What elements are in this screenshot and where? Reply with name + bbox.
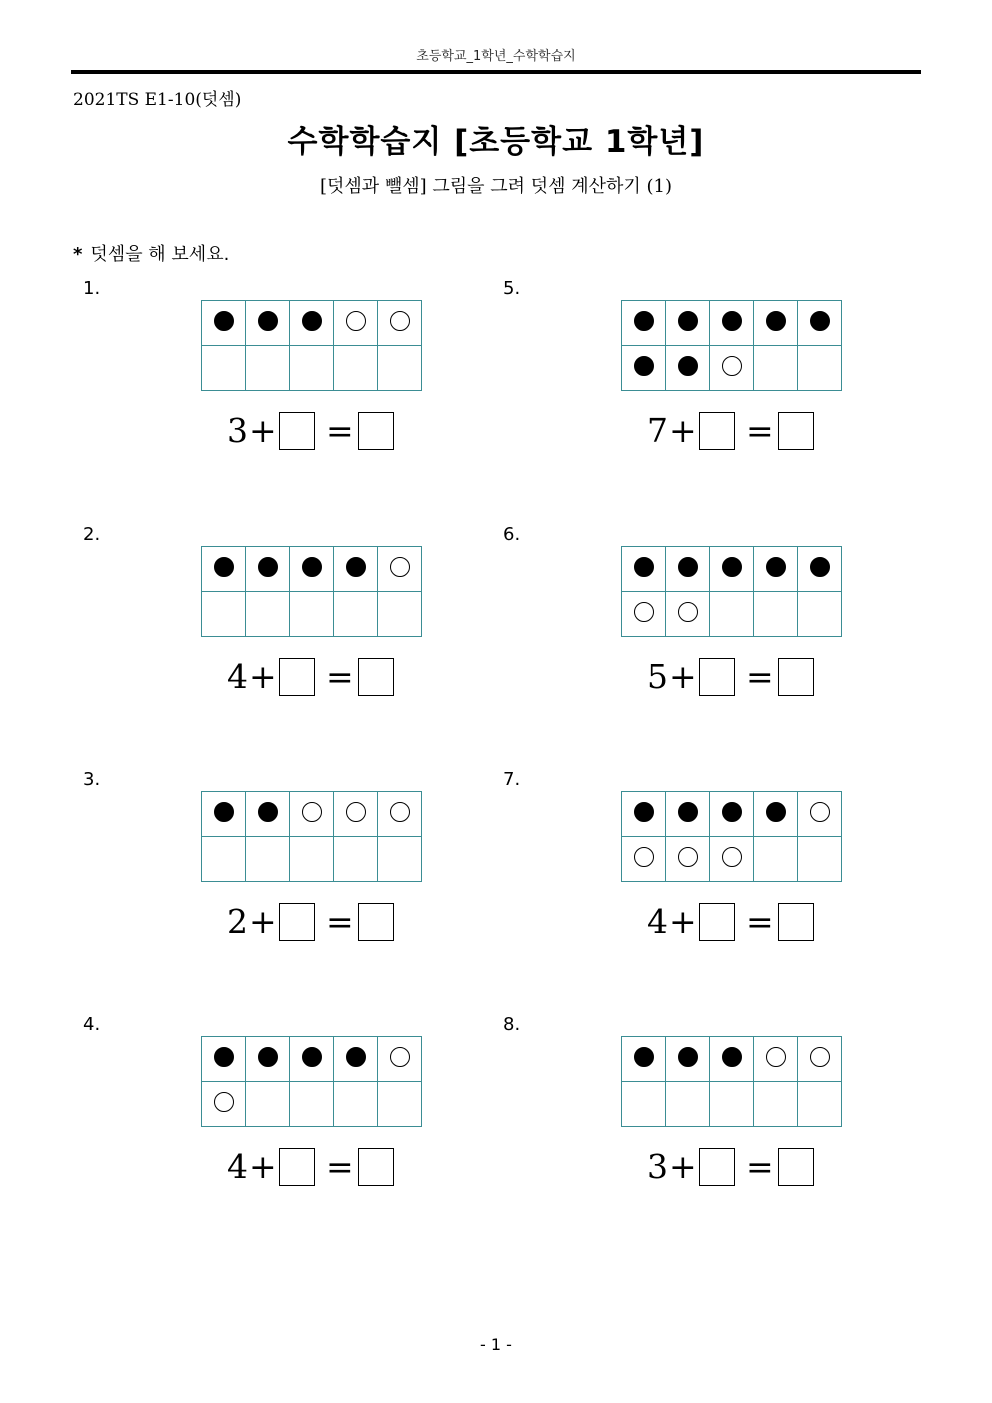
ten-frame-cell <box>334 1037 378 1082</box>
answer-box-sum[interactable] <box>778 412 814 450</box>
answer-box-sum[interactable] <box>358 412 394 450</box>
ten-frame-cell <box>202 346 246 391</box>
equals-sign: = <box>746 411 774 450</box>
empty-circle-icon <box>390 1047 410 1067</box>
ten-frame-cell <box>290 547 334 592</box>
ten-frame-row <box>202 1037 422 1082</box>
empty-circle-icon <box>634 602 654 622</box>
ten-frame-cell <box>202 837 246 882</box>
ten-frame-cell <box>622 346 666 391</box>
ten-frame-cell <box>754 1082 798 1127</box>
ten-frame-cell <box>666 547 710 592</box>
problem-number: 2. <box>83 524 101 545</box>
ten-frame-row <box>622 346 842 391</box>
equals-sign: = <box>326 1147 354 1186</box>
empty-circle-icon <box>722 356 742 376</box>
instruction-marker: * <box>73 244 83 265</box>
ten-frame-cell <box>622 547 666 592</box>
ten-frame-cell <box>798 792 842 837</box>
problem-number: 6. <box>503 524 521 545</box>
ten-frame-cell <box>246 837 290 882</box>
header-rule <box>71 70 921 74</box>
ten-frame-cell <box>622 1037 666 1082</box>
instruction-text: 덧셈을 해 보세요. <box>90 244 230 265</box>
ten-frame-cell <box>246 301 290 346</box>
answer-box-addend[interactable] <box>279 412 315 450</box>
first-addend: 5 <box>647 657 668 696</box>
answer-box-addend[interactable] <box>699 1148 735 1186</box>
ten-frame-cell <box>710 592 754 637</box>
page-title: 수학학습지 [초등학교 1학년] <box>287 124 705 160</box>
filled-circle-icon <box>214 557 234 577</box>
ten-frame-cell <box>290 1037 334 1082</box>
ten-frame-cell <box>202 792 246 837</box>
empty-circle-icon <box>634 847 654 867</box>
ten-frame <box>621 546 842 637</box>
ten-frame-cell <box>710 1082 754 1127</box>
answer-box-sum[interactable] <box>778 903 814 941</box>
filled-circle-icon <box>258 557 278 577</box>
ten-frame-row <box>622 547 842 592</box>
problem-number: 3. <box>83 769 101 790</box>
ten-frame-cell <box>378 301 422 346</box>
answer-box-addend[interactable] <box>699 412 735 450</box>
ten-frame-row <box>622 837 842 882</box>
ten-frame-row <box>622 1037 842 1082</box>
answer-box-addend[interactable] <box>279 903 315 941</box>
ten-frame-row <box>622 792 842 837</box>
ten-frame-cell <box>202 1037 246 1082</box>
ten-frame-cell <box>666 301 710 346</box>
ten-frame-cell <box>378 837 422 882</box>
empty-circle-icon <box>390 557 410 577</box>
equals-sign: = <box>326 411 354 450</box>
plus-sign: + <box>249 902 277 941</box>
ten-frame-cell <box>710 837 754 882</box>
answer-box-addend[interactable] <box>699 903 735 941</box>
problem-number: 8. <box>503 1014 521 1035</box>
ten-frame-cell <box>334 346 378 391</box>
empty-circle-icon <box>810 802 830 822</box>
empty-circle-icon <box>346 802 366 822</box>
ten-frame-cell <box>710 792 754 837</box>
filled-circle-icon <box>766 311 786 331</box>
first-addend: 4 <box>227 1147 248 1186</box>
ten-frame-cell <box>334 547 378 592</box>
plus-sign: + <box>669 411 697 450</box>
ten-frame-cell <box>798 837 842 882</box>
ten-frame-cell <box>290 792 334 837</box>
problem-2 <box>73 524 473 724</box>
plus-sign: + <box>669 657 697 696</box>
filled-circle-icon <box>634 557 654 577</box>
ten-frame <box>621 300 842 391</box>
ten-frame-cell <box>202 592 246 637</box>
ten-frame-cell <box>710 1037 754 1082</box>
ten-frame-cell <box>754 547 798 592</box>
ten-frame-cell <box>754 346 798 391</box>
ten-frame-cell <box>334 301 378 346</box>
problem-5 <box>493 278 893 478</box>
ten-frame-cell <box>246 1082 290 1127</box>
filled-circle-icon <box>766 802 786 822</box>
problem-number: 1. <box>83 278 101 299</box>
ten-frame-cell <box>334 1082 378 1127</box>
problem-4 <box>73 1014 473 1214</box>
ten-frame-cell <box>798 301 842 346</box>
filled-circle-icon <box>634 1047 654 1067</box>
ten-frame-cell <box>246 346 290 391</box>
filled-circle-icon <box>722 1047 742 1067</box>
ten-frame-cell <box>378 346 422 391</box>
plus-sign: + <box>249 657 277 696</box>
ten-frame-row <box>202 346 422 391</box>
ten-frame <box>621 1036 842 1127</box>
empty-circle-icon <box>390 802 410 822</box>
ten-frame-cell <box>378 1082 422 1127</box>
equals-sign: = <box>746 657 774 696</box>
plus-sign: + <box>669 1147 697 1186</box>
ten-frame-row <box>202 592 422 637</box>
filled-circle-icon <box>678 1047 698 1067</box>
answer-box-sum[interactable] <box>358 658 394 696</box>
ten-frame-cell <box>622 592 666 637</box>
filled-circle-icon <box>346 557 366 577</box>
ten-frame-cell <box>622 837 666 882</box>
filled-circle-icon <box>258 1047 278 1067</box>
equals-sign: = <box>746 902 774 941</box>
problem-8 <box>493 1014 893 1214</box>
instruction <box>73 240 229 266</box>
ten-frame-cell <box>290 837 334 882</box>
ten-frame-cell <box>754 301 798 346</box>
ten-frame-cell <box>290 592 334 637</box>
ten-frame-cell <box>290 1082 334 1127</box>
ten-frame-cell <box>622 792 666 837</box>
page-number: - 1 - <box>480 1335 512 1354</box>
ten-frame-row <box>202 547 422 592</box>
problem-number: 4. <box>83 1014 101 1035</box>
equals-sign: = <box>326 902 354 941</box>
ten-frame-cell <box>378 1037 422 1082</box>
first-addend: 3 <box>647 1147 668 1186</box>
ten-frame-cell <box>378 792 422 837</box>
ten-frame <box>621 791 842 882</box>
ten-frame-row <box>622 301 842 346</box>
ten-frame-cell <box>798 1037 842 1082</box>
answer-box-sum[interactable] <box>778 658 814 696</box>
ten-frame <box>201 300 422 391</box>
filled-circle-icon <box>634 311 654 331</box>
ten-frame-cell <box>666 1082 710 1127</box>
ten-frame-cell <box>202 301 246 346</box>
filled-circle-icon <box>678 311 698 331</box>
ten-frame-cell <box>710 301 754 346</box>
ten-frame-cell <box>666 792 710 837</box>
plus-sign: + <box>669 902 697 941</box>
filled-circle-icon <box>258 311 278 331</box>
ten-frame-cell <box>754 792 798 837</box>
ten-frame-cell <box>710 547 754 592</box>
problem-1 <box>73 278 473 478</box>
ten-frame-cell <box>666 346 710 391</box>
filled-circle-icon <box>722 802 742 822</box>
first-addend: 4 <box>227 657 248 696</box>
ten-frame-cell <box>334 837 378 882</box>
filled-circle-icon <box>678 802 698 822</box>
page-subtitle: [덧셈과 뺄셈] 그림을 그려 덧셈 계산하기 (1) <box>319 176 673 197</box>
answer-box-addend[interactable] <box>279 658 315 696</box>
filled-circle-icon <box>258 802 278 822</box>
filled-circle-icon <box>634 356 654 376</box>
first-addend: 4 <box>647 902 668 941</box>
ten-frame-cell <box>798 547 842 592</box>
filled-circle-icon <box>346 1047 366 1067</box>
ten-frame-cell <box>378 592 422 637</box>
empty-circle-icon <box>302 802 322 822</box>
answer-box-addend[interactable] <box>279 1148 315 1186</box>
equals-sign: = <box>746 1147 774 1186</box>
ten-frame-cell <box>754 837 798 882</box>
ten-frame-cell <box>666 1037 710 1082</box>
empty-circle-icon <box>346 311 366 331</box>
ten-frame <box>201 546 422 637</box>
answer-box-sum[interactable] <box>358 903 394 941</box>
ten-frame-row <box>622 592 842 637</box>
first-addend: 3 <box>227 411 248 450</box>
ten-frame-row <box>202 1082 422 1127</box>
ten-frame-cell <box>202 1082 246 1127</box>
plus-sign: + <box>249 411 277 450</box>
first-addend: 2 <box>227 902 248 941</box>
filled-circle-icon <box>678 557 698 577</box>
filled-circle-icon <box>302 557 322 577</box>
filled-circle-icon <box>678 356 698 376</box>
filled-circle-icon <box>766 557 786 577</box>
filled-circle-icon <box>302 1047 322 1067</box>
empty-circle-icon <box>390 311 410 331</box>
problem-6 <box>493 524 893 724</box>
ten-frame-cell <box>334 792 378 837</box>
ten-frame-cell <box>202 547 246 592</box>
ten-frame-cell <box>666 592 710 637</box>
filled-circle-icon <box>214 311 234 331</box>
filled-circle-icon <box>214 802 234 822</box>
ten-frame-row <box>202 301 422 346</box>
problem-7 <box>493 769 893 969</box>
ten-frame <box>201 791 422 882</box>
empty-circle-icon <box>214 1092 234 1112</box>
ten-frame <box>201 1036 422 1127</box>
ten-frame-cell <box>246 592 290 637</box>
problem-number: 5. <box>503 278 521 299</box>
running-header: 초등학교_1학년_수학학습지 <box>416 49 576 64</box>
ten-frame-cell <box>290 301 334 346</box>
ten-frame-cell <box>378 547 422 592</box>
ten-frame-cell <box>334 592 378 637</box>
ten-frame-cell <box>710 346 754 391</box>
first-addend: 7 <box>647 411 668 450</box>
ten-frame-row <box>622 1082 842 1127</box>
plus-sign: + <box>249 1147 277 1186</box>
answer-box-sum[interactable] <box>778 1148 814 1186</box>
ten-frame-cell <box>754 1037 798 1082</box>
ten-frame-cell <box>246 547 290 592</box>
filled-circle-icon <box>722 557 742 577</box>
ten-frame-row <box>202 837 422 882</box>
filled-circle-icon <box>722 311 742 331</box>
empty-circle-icon <box>678 602 698 622</box>
ten-frame-cell <box>246 1037 290 1082</box>
problem-3 <box>73 769 473 969</box>
filled-circle-icon <box>214 1047 234 1067</box>
filled-circle-icon <box>634 802 654 822</box>
ten-frame-cell <box>622 301 666 346</box>
ten-frame-cell <box>622 1082 666 1127</box>
empty-circle-icon <box>722 847 742 867</box>
ten-frame-cell <box>798 346 842 391</box>
ten-frame-cell <box>666 837 710 882</box>
equals-sign: = <box>326 657 354 696</box>
ten-frame-cell <box>754 592 798 637</box>
ten-frame-cell <box>290 346 334 391</box>
filled-circle-icon <box>810 557 830 577</box>
answer-box-addend[interactable] <box>699 658 735 696</box>
ten-frame-cell <box>798 1082 842 1127</box>
filled-circle-icon <box>810 311 830 331</box>
ten-frame-cell <box>246 792 290 837</box>
empty-circle-icon <box>766 1047 786 1067</box>
empty-circle-icon <box>810 1047 830 1067</box>
filled-circle-icon <box>302 311 322 331</box>
answer-box-sum[interactable] <box>358 1148 394 1186</box>
ten-frame-cell <box>798 592 842 637</box>
document-code: 2021TS E1-10(덧셈) <box>73 90 242 110</box>
empty-circle-icon <box>678 847 698 867</box>
ten-frame-row <box>202 792 422 837</box>
problem-number: 7. <box>503 769 521 790</box>
